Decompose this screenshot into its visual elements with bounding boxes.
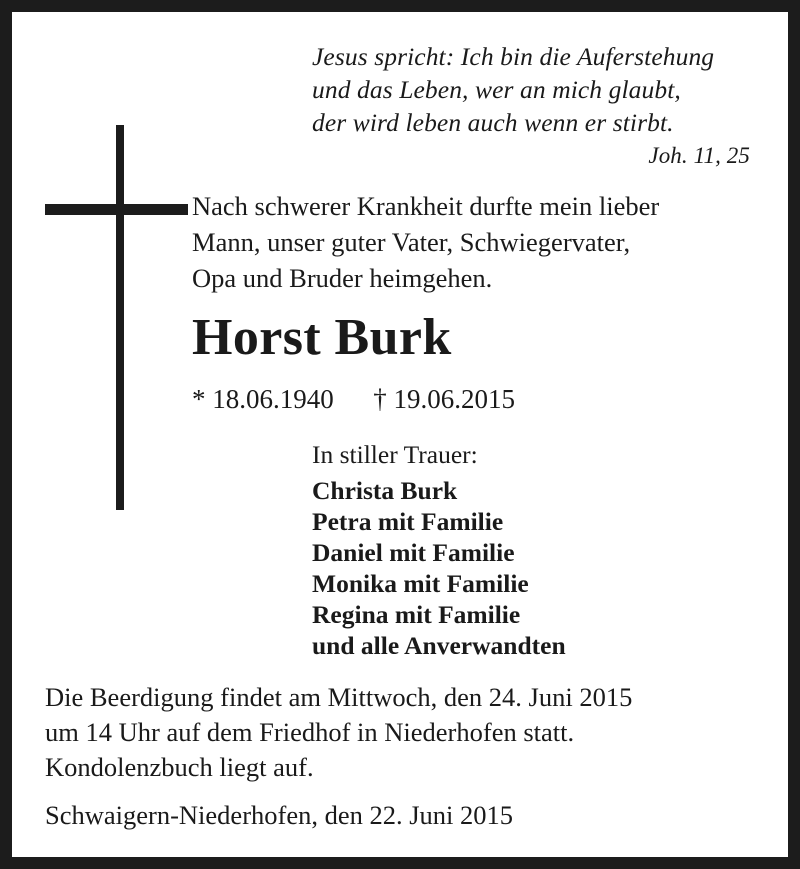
life-dates xyxy=(192,382,515,416)
verse-reference: Joh. 11, 25 xyxy=(648,143,750,168)
mourner-name: und alle Anverwandten xyxy=(312,631,566,660)
verse-line: der wird leben auch wenn er stirbt. xyxy=(312,108,674,137)
mourners-block xyxy=(312,438,732,661)
mourner-name: Christa Burk xyxy=(312,476,458,505)
funeral-details xyxy=(45,680,775,785)
mourners-heading: In stiller Trauer: xyxy=(312,440,478,469)
funeral-line: Kondolenzbuch liegt auf. xyxy=(45,752,314,782)
mourner-name: Petra mit Familie xyxy=(312,507,504,536)
mourner-name: Daniel mit Familie xyxy=(312,538,515,567)
mourner-name: Regina mit Familie xyxy=(312,600,521,629)
announcement-line: Nach schwerer Krankheit durfte mein lieber xyxy=(192,191,660,221)
deceased-name: Horst Burk xyxy=(192,309,452,366)
funeral-line: Die Beerdigung findet am Mittwoch, den 24. Juni 2015 xyxy=(45,682,633,712)
announcement-line: Mann, unser guter Vater, Schwiegervater, xyxy=(192,227,631,257)
scripture-verse xyxy=(312,40,752,172)
birth-date: 18.06.1940 xyxy=(212,384,334,414)
cross-horizontal-beam xyxy=(45,204,188,215)
announcement-line: Opa und Bruder heimgehen. xyxy=(192,263,493,293)
announcement-text xyxy=(192,188,772,296)
cross-vertical-beam xyxy=(116,125,124,510)
verse-line: und das Leben, wer an mich glaubt, xyxy=(312,75,681,104)
verse-line: Jesus spricht: Ich bin die Auferstehung xyxy=(312,42,715,71)
place-and-date: Schwaigern-Niederhofen, den 22. Juni 2015 xyxy=(45,800,514,830)
death-symbol: † xyxy=(373,384,387,414)
notice-content-area xyxy=(12,12,788,857)
funeral-line: um 14 Uhr auf dem Friedhof in Niederhofen statt. xyxy=(45,717,575,747)
christian-cross-icon xyxy=(45,125,185,515)
mourner-name: Monika mit Familie xyxy=(312,569,529,598)
birth-symbol: * xyxy=(192,384,206,414)
death-date: 19.06.2015 xyxy=(393,384,515,414)
